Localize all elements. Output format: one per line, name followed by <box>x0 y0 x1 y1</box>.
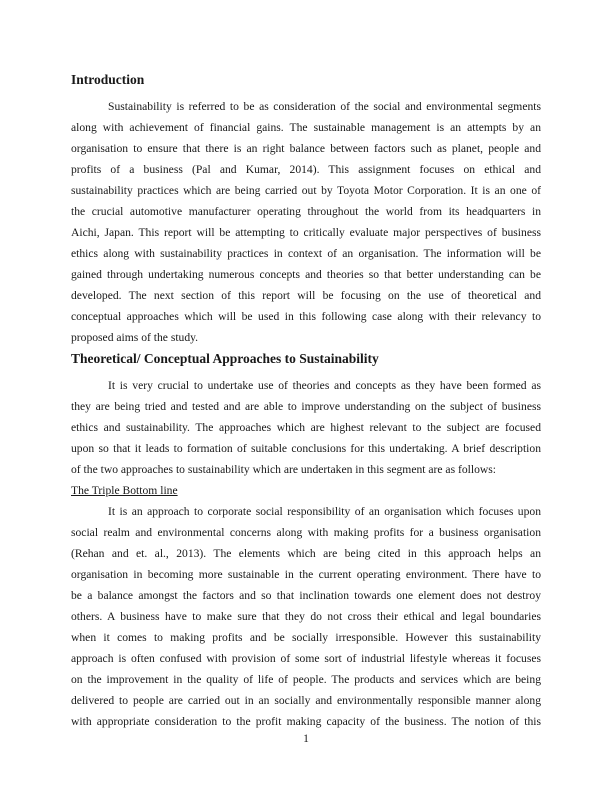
text-line: when it comes to making profits and be socially irresponsible. However this sustainability <box>71 631 541 644</box>
text-line: sustainability practices which are being carried out by Toyota Motor Corporation. It is an one of <box>71 184 541 197</box>
section-heading: Introduction <box>71 72 145 87</box>
text-line: approach is often confused with provision of some sort of industrial lifestyle whereas it focuses <box>71 652 541 665</box>
text-line: organisation to ensure that there is an right balance between factors such as planet, people and <box>71 142 541 155</box>
text-line: gained through undertaking numerous concepts and theories so that better understanding can be <box>71 268 541 281</box>
text-line: proposed aims of the study. <box>71 331 199 344</box>
text-line: the crucial automotive manufacturer operating throughout the world from its headquarters in <box>71 205 541 218</box>
text-line: others. A business have to make sure that they do not cross their ethical and legal boundaries <box>71 610 541 623</box>
paragraph <box>71 375 541 480</box>
text-line: organisation in becoming more sustainable in the current operating environment. There have to <box>71 568 541 581</box>
text-line: on the improvement in the quality of life of people. The products and services which are being <box>71 673 541 686</box>
text-line: Sustainability is referred to be as consideration of the social and environmental segments <box>108 100 541 113</box>
document-body <box>71 69 541 732</box>
text-line: profits of a business (Pal and Kumar, 2014). This assignment focuses on ethical and <box>71 163 541 176</box>
text-line: (Rehan and et. al., 2013). The elements which are being cited in this approach helps an <box>71 547 541 560</box>
text-line: conceptual approaches which will be used in this following case along with their relevancy to <box>71 310 541 323</box>
text-line: It is very crucial to undertake use of theories and concepts as they have been formed as <box>108 379 541 392</box>
text-line: social realm and environmental concerns along with making profits for a business organisation <box>71 526 541 539</box>
text-line: with appropriate consideration to the profit making capacity of the business. The notion of this <box>71 715 541 728</box>
text-line: developed. The next section of this report will be focusing on the use of theoretical and <box>71 289 541 302</box>
text-line: they are being tried and tested and are able to improve understanding on the subject of business <box>71 400 541 413</box>
text-line: delivered to people are carried out in an socially and environmentally responsible manner along <box>71 694 541 707</box>
paragraph <box>71 501 541 732</box>
text-line: of the two approaches to sustainability which are undertaken in this segment are as follows: <box>71 463 496 476</box>
section-heading: Theoretical/ Conceptual Approaches to Sustainability <box>71 351 379 366</box>
underlined-subheading: The Triple Bottom line <box>71 484 178 497</box>
text-line: be a balance amongst the factors and so that inclination towards one element does not destroy <box>71 589 541 602</box>
text-line: It is an approach to corporate social responsibility of an organisation which focuses upon <box>108 505 541 518</box>
text-line: ethics and sustainability. The approaches which are highest relevant to the subject are focused <box>71 421 541 434</box>
text-line: Aichi, Japan. This report will be attempting to critically evaluate major perspectives of business <box>71 226 541 239</box>
text-line: along with achievement of financial gains. The sustainable management is an attempts by an <box>71 121 541 134</box>
paragraph <box>71 96 541 348</box>
text-line: upon so that it leads to formation of suitable conclusions for this undertaking. A brief description <box>71 442 541 455</box>
page-number: 1 <box>303 732 309 745</box>
text-line: ethics along with sustainability practices in context of an organisation. The information will be <box>71 247 541 260</box>
